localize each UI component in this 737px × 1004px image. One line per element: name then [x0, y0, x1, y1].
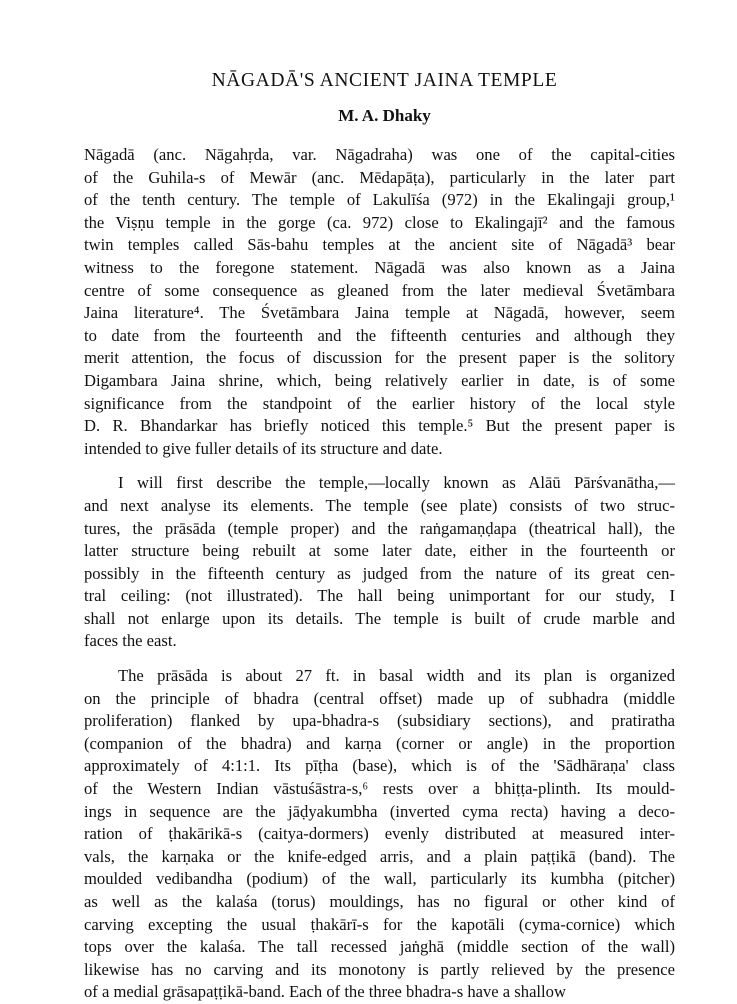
text-line: faces the east. [84, 631, 177, 651]
text-line: to date from the fourteenth and the fifteenth centuries and although they [84, 325, 675, 345]
text-line: as well as the kalaśa (torus) mouldings, has no figural or other kind of [84, 892, 675, 911]
paragraph [84, 472, 675, 653]
author-name: M. A. Dhaky [338, 106, 431, 125]
paragraph [84, 144, 675, 460]
paragraph [84, 665, 675, 1004]
text-line: likewise has no carving and its monotony is partly relieved by the presence [84, 959, 675, 979]
text-line: D. R. Bhandarkar has briefly noticed this temple.⁵ But the present paper is [84, 416, 675, 436]
text-line: of the Western Indian vāstuśāstra-s,⁶ rests over a bhiṭṭa-plinth. Its mould- [84, 779, 675, 799]
text-line: witness to the foregone statement. Nāgadā was also known as a Jaina [84, 257, 675, 277]
text-line: tops over the kalaśa. The tall recessed jaṅghā (middle section of the wall) [84, 937, 675, 957]
article-title: NĀGADĀ'S ANCIENT JAINA TEMPLE [211, 70, 558, 91]
text-line: (companion of the bhadra) and karṇa (corner or angle) in the proportion [84, 733, 675, 753]
text-line: ration of ṭhakārikā-s (caitya-dormers) evenly distributed at measured inter- [84, 824, 675, 844]
text-line: Jaina literature⁴. The Śvetāmbara Jaina temple at Nāgadā, however, seem [84, 303, 675, 323]
text-line: twin temples called Sās-bahu temples at the ancient site of Nāgadā³ bear [84, 235, 675, 255]
text-line: and next analyse its elements. The temple (see plate) consists of two struc- [84, 495, 675, 515]
text-line: Nāgadā (anc. Nāgahṛda, var. Nāgadraha) was one of the capital-cities [84, 145, 675, 164]
text-line: moulded vedibandha (podium) of the wall, particularly its kumbha (pitcher) [84, 869, 675, 889]
text-line: intended to give fuller details of its structure and date. [84, 438, 443, 458]
article-body [84, 144, 675, 1004]
text-line: of the tenth century. The temple of Lakulīśa (972) in the Ekalingaji group,¹ [84, 190, 675, 210]
text-line: centre of some consequence as gleaned from the later medieval Śvetāmbara [84, 280, 675, 300]
text-line: on the principle of bhadra (central offset) made up of subhadra (middle [84, 688, 675, 708]
text-line: The prāsāda is about 27 ft. in basal width and its plan is organized [118, 666, 675, 686]
text-line: tral ceiling: (not illustrated). The hall being unimportant for our study, I [84, 586, 675, 606]
text-line: Digambara Jaina shrine, which, being relatively earlier in date, is of some [84, 370, 675, 390]
text-line: possibly in the fifteenth century as judged from the nature of its great cen- [84, 563, 675, 583]
text-line: I will first describe the temple,—locally known as Alāū Pārśvanātha,— [118, 473, 675, 493]
text-line: vals, the karṇaka or the knife-edged arris, and a plain paṭṭikā (band). The [84, 846, 675, 866]
text-line: significance from the standpoint of the earlier history of the local style [84, 393, 675, 413]
text-line: merit attention, the focus of discussion for the present paper is the solitory [84, 348, 675, 368]
text-line: carving excepting the usual ṭhakārī-s for the kapotāli (cyma-cornice) which [84, 914, 675, 934]
text-line: latter structure being rebuilt at some later date, either in the fourteenth or [84, 541, 675, 561]
text-line: of a medial grāsapaṭṭikā-band. Each of the three bhadra-s have a shallow [84, 982, 566, 1002]
text-line: the Viṣṇu temple in the gorge (ca. 972) close to Ekalingajī² and the famous [84, 212, 675, 232]
text-line: ings in sequence are the jāḍyakumbha (inverted cyma recta) having a deco- [84, 801, 675, 821]
text-line: proliferation) flanked by upa-bhadra-s (subsidiary sections), and pratiratha [84, 711, 675, 731]
text-line: approximately of 4:1:1. Its pīṭha (base), which is of the 'Sādhāraṇa' class [84, 756, 675, 776]
text-line: shall not enlarge upon its details. The temple is built of crude marble and [84, 608, 675, 628]
text-line: of the Guhila-s of Mewār (anc. Mēdapāṭa), particularly in the later part [84, 167, 675, 187]
text-line: tures, the prāsāda (temple proper) and the raṅgamaṇḍapa (theatrical hall), the [84, 518, 675, 538]
